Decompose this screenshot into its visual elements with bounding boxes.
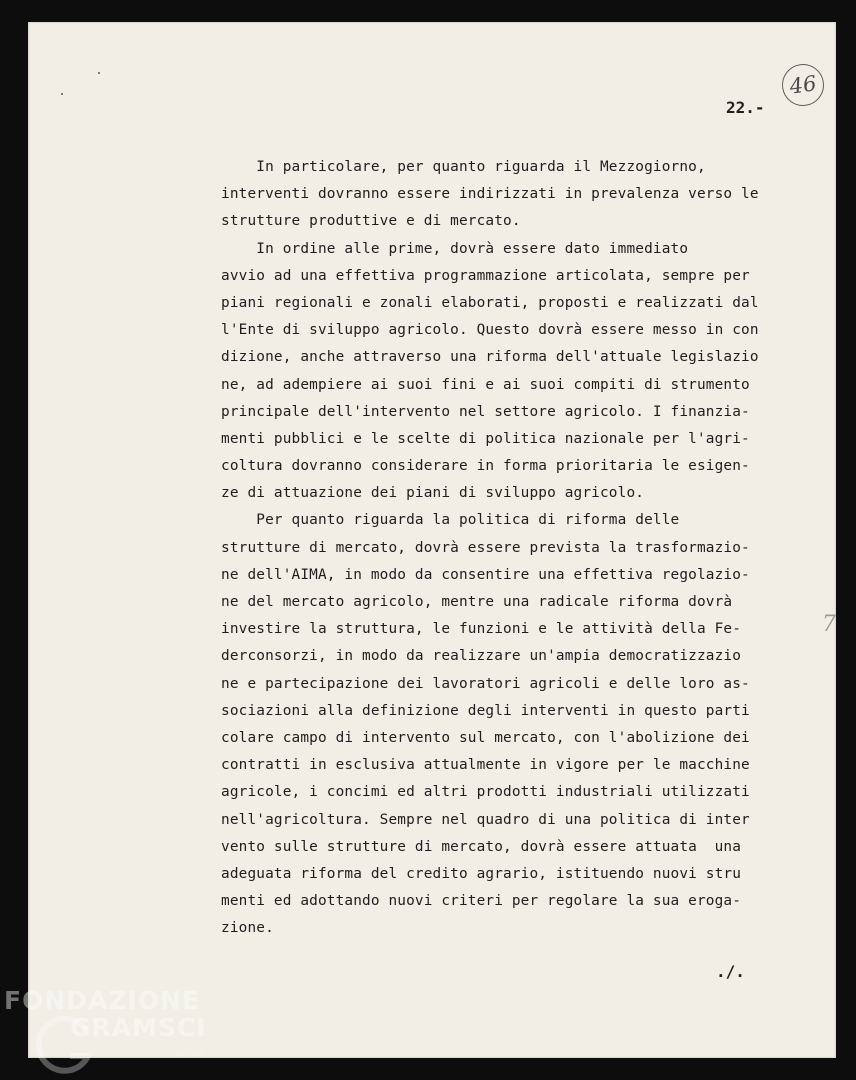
- body-text: [221, 154, 801, 942]
- text-line: sociazioni alla definizione degli interventi in questo parti: [221, 702, 750, 719]
- paper-speck: [98, 72, 100, 74]
- text-line: derconsorzi, in modo da realizzare un'ampia democratizzazio: [221, 648, 742, 665]
- text-line: In particolare, per quanto riguarda il Mezzogiorno,: [221, 159, 706, 175]
- watermark-subtitle: onlus: [176, 1048, 203, 1059]
- text-line: menti pubblici e le scelte di politica nazionale per l'agri-: [221, 430, 750, 447]
- watermark-line-2: GRAMSCI: [70, 1013, 207, 1042]
- text-line: colare campo di intervento sul mercato, con l'abolizione dei: [221, 729, 750, 746]
- text-line: strutture produttive e di mercato.: [221, 213, 521, 230]
- text-line: In ordine alle prime, dovrà essere dato immediato: [221, 240, 689, 257]
- text-line: interventi dovranno essere indirizzati in prevalenza verso le: [221, 186, 759, 203]
- continuation-mark: ./.: [716, 962, 745, 981]
- watermark-logo: [4, 986, 234, 1076]
- watermark-line-1: FONDAZIONE: [4, 986, 201, 1015]
- text-line: zione.: [221, 920, 274, 937]
- text-line: ne, ad adempiere ai suoi fini e ai suoi compiti di strumento: [221, 376, 750, 393]
- text-line: avvio ad una effettiva programmazione articolata, sempre per: [221, 267, 750, 284]
- text-line: adeguata riforma del credito agrario, istituendo nuovi stru: [221, 865, 742, 882]
- document-page: [28, 22, 836, 1058]
- text-line: coltura dovranno considerare in forma prioritaria le esigen-: [221, 458, 750, 475]
- text-line: vento sulle strutture di mercato, dovrà essere attuata una: [221, 838, 742, 855]
- text-line: ze di attuazione dei piani di sviluppo agricolo.: [221, 485, 645, 502]
- text-line: dizione, anche attraverso una riforma dell'attuale legislazio: [221, 349, 759, 366]
- text-line: nell'agricoltura. Sempre nel quadro di una politica di inter: [221, 811, 750, 828]
- text-line: l'Ente di sviluppo agricolo. Questo dovrà essere messo in con: [221, 322, 759, 339]
- text-line: piani regionali e zonali elaborati, proposti e realizzati dal: [221, 294, 759, 311]
- archive-number-stamp: [779, 61, 826, 108]
- text-line: contratti in esclusiva attualmente in vigore per le macchine: [221, 757, 750, 774]
- text-line: ne dell'AIMA, in modo da consentire una effettiva regolazio-: [221, 566, 750, 583]
- text-line: investire la struttura, le funzioni e le attività della Fe-: [221, 621, 742, 638]
- text-line: Per quanto riguarda la politica di riforma delle: [221, 512, 680, 529]
- text-line: agricole, i concimi ed altri prodotti industriali utilizzati: [221, 784, 750, 801]
- text-line: ne del mercato agricolo, mentre una radicale riforma dovrà: [221, 594, 733, 610]
- text-line: menti ed adottando nuovi criteri per regolare la sua eroga-: [221, 893, 742, 910]
- text-line: principale dell'intervento nel settore agricolo. I finanzia-: [221, 403, 750, 420]
- text-line: strutture di mercato, dovrà essere prevista la trasformazio-: [221, 539, 750, 556]
- archive-number: 46: [788, 71, 818, 99]
- page-number: 22.-: [726, 98, 765, 117]
- paper-speck: [61, 93, 63, 95]
- text-line: ne e partecipazione dei lavoratori agricoli e delle loro as-: [221, 675, 750, 692]
- margin-pencil-mark: 7: [822, 612, 836, 637]
